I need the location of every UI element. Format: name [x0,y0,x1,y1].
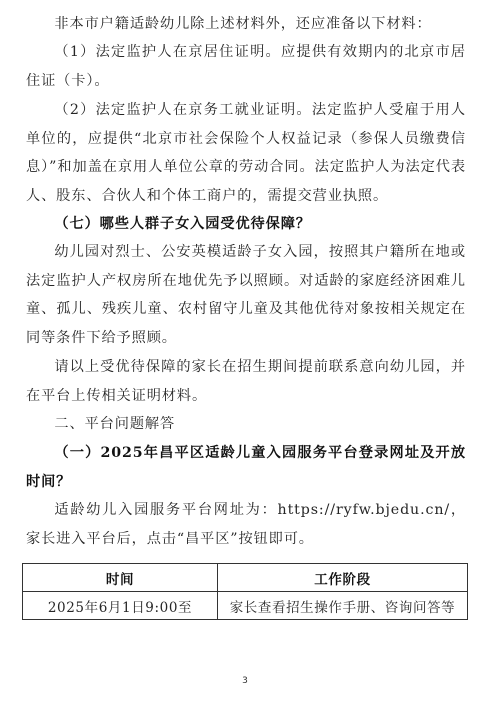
column-header-time: 时间 [23,564,218,592]
table-cell-time: 2025年6月1日9:00至 [23,592,218,620]
paragraph-employment-proof: （2）法定监护人在京务工就业证明。法定监护人受雇于用人单位的，应提供“北京市社会保险个人权益记录（参保人员缴费信息）”和加盖在京用人单位公章的劳动合同。法定监护人为法定代表人、股东、合伙人和个体工商户的，需提交营业执照。 [26,102,466,204]
section-heading-platform-faq: 二、平台问题解答 [54,416,176,432]
table-cell-stage: 家长查看招生操作手册、咨询问答等 [218,592,468,620]
page-number: 3 [242,676,248,686]
table-row [23,592,468,620]
heading-priority-groups: （七）哪些人群子女入园受优待保障？ [54,216,311,232]
schedule-table [22,563,468,620]
paragraph-priority-contact: 请以上受优待保障的家长在招生期间提前联系意向幼儿园，并在平台上传相关证明材料。 [26,359,466,404]
paragraph-residence-proof: （1）法定监护人在京居住证明。应提供有效期内的北京市居住证（卡）。 [26,44,466,89]
paragraph-platform-url: 适龄幼儿入园服务平台网址为：https://ryfw.bjedu.cn/，家长进入平台后，点击“昌平区”按钮即可。 [26,502,466,547]
table-header-row [23,564,468,592]
paragraph-nonlocal-materials: 非本市户籍适龄幼儿除上述材料外，还应准备以下材料： [54,16,432,32]
heading-platform-url-time: （一）2025年昌平区适龄儿童入园服务平台登录网址及开放时间？ [26,445,466,490]
column-header-stage: 工作阶段 [218,564,468,592]
paragraph-priority-policy: 幼儿园对烈士、公安英模适龄子女入园，按照其户籍所在地或法定监护人产权房所在地优先予以照顾。对适龄的家庭经济困难儿童、孤儿、残疾儿童、农村留守儿童及其他优待对象按相关规定在同等条件下给予照顾。 [26,244,466,346]
